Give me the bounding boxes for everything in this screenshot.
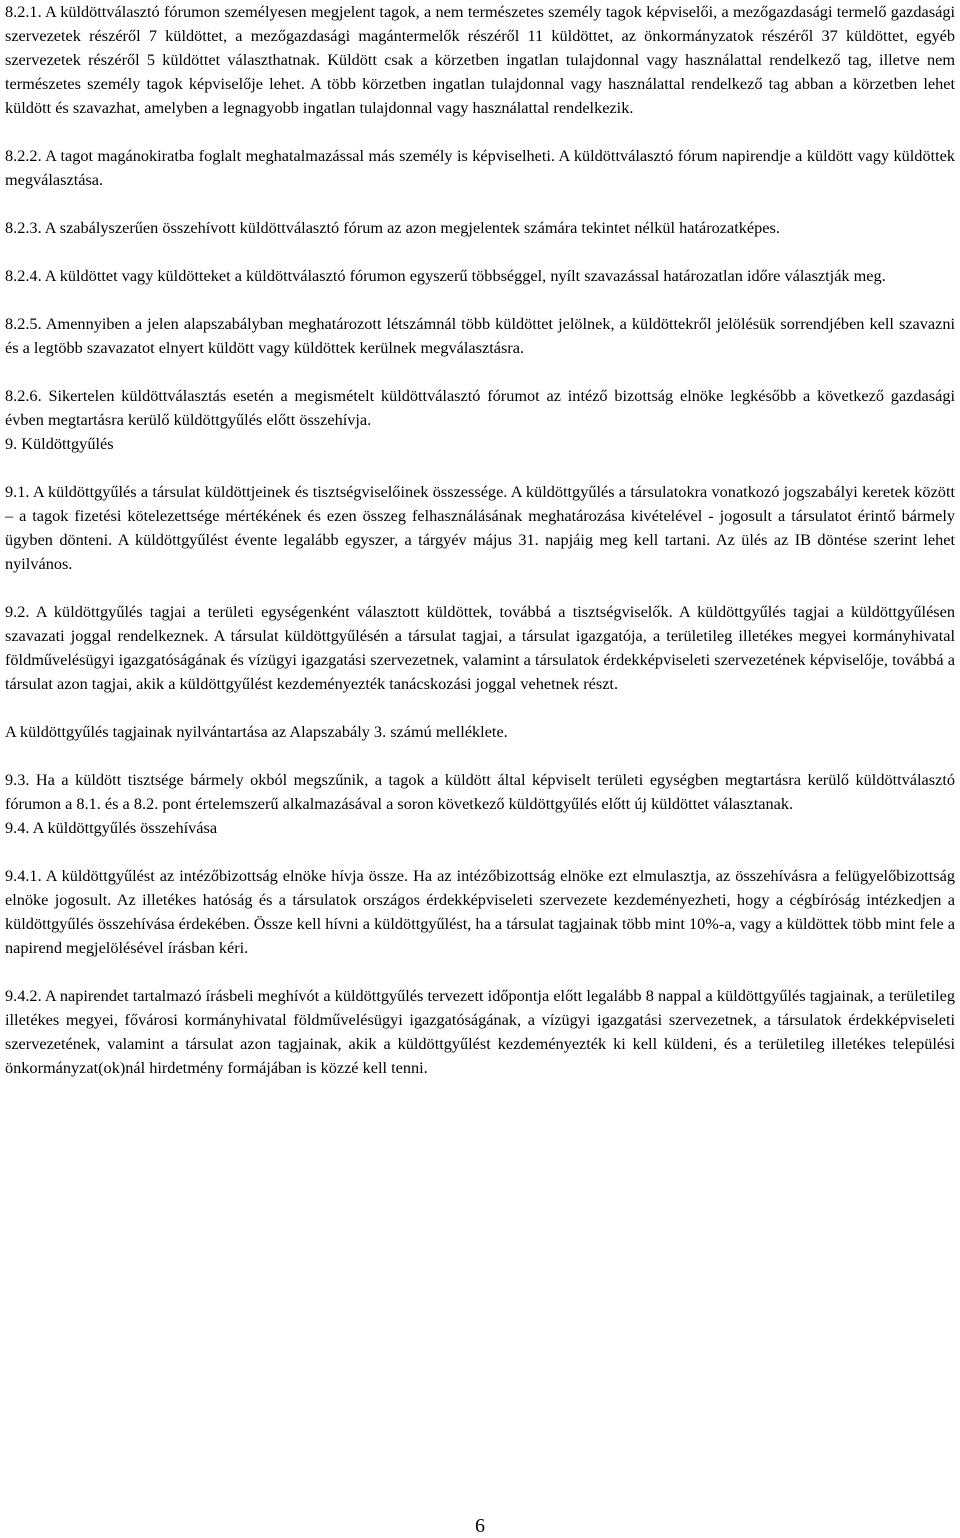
paragraph-8-2-6: 8.2.6. Sikertelen küldöttválasztás esetén a megismételt küldöttválasztó fórumot az intéző bizottság elnöke legkésőbb a következő gazdasági évben megtartásra kerülő küldöttgyűlés előtt összehívja. (5, 386, 955, 429)
paragraph-member-registry: A küldöttgyűlés tagjainak nyilvántartása az Alapszabály 3. számú melléklete. (5, 722, 508, 741)
document-page (5, 0, 955, 1080)
section-heading-9-4: 9.4. A küldöttgyűlés összehívása (5, 818, 218, 837)
paragraph-8-2-1: 8.2.1. A küldöttválasztó fórumon személyesen megjelent tagok, a nem természetes személy tagok képviselői, a mezőgazdasági termelő gazdasági szervezetek részéről 7 küldöttet, a mezőgazdasági magántermelők részéről 11 küldöttet, az önkormányzatok részéről 37 küldöttet, egyéb szervezetek részéről 5 küldöttet választhatnak. Küldött csak a körzetben ingatlan tulajdonnal vagy használattal rendelkező tag, illetve nem természetes személy tagok képviselője lehet. A több körzetben ingatlan tulajdonnal vagy használattal rendelkező tag abban a körzetben lehet küldött és szavazhat, amelyben a legnagyobb ingatlan tulajdonnal vagy használattal rendelkezik. (5, 2, 955, 117)
section-heading-9: 9. Küldöttgyűlés (5, 434, 114, 453)
paragraph-8-2-3: 8.2.3. A szabályszerűen összehívott küldöttválasztó fórum az azon megjelentek számára tekintet nélkül határozatképes. (5, 218, 780, 237)
paragraph-9-4-1: 9.4.1. A küldöttgyűlést az intézőbizottság elnöke hívja össze. Ha az intézőbizottság elnöke ezt elmulasztja, az összehívásra a felügyelőbizottság elnöke jogosult. Az illetékes hatóság és a társulatok országos érdekképviseleti szervezete kezdeményezheti, hogy a cégbíróság intézkedjen a küldöttgyűlés összehívása érdekében. Össze kell hívni a küldöttgyűlést, ha a társulat tagjainak több mint 10%-a, vagy a küldöttek több mint fele a napirend megjelölésével írásban kéri. (5, 866, 955, 957)
paragraph-8-2-4: 8.2.4. A küldöttet vagy küldötteket a küldöttválasztó fórumon egyszerű többséggel, nyílt szavazással határozatlan időre választják meg. (5, 266, 886, 285)
paragraph-8-2-5: 8.2.5. Amennyiben a jelen alapszabályban meghatározott létszámnál több küldöttet jelölnek, a küldöttekről jelölésük sorrendjében kell szavazni és a legtöbb szavazatot elnyert küldött vagy küldöttek kerülnek megválasztásra. (5, 314, 955, 357)
paragraph-9-3: 9.3. Ha a küldött tisztsége bármely okból megszűnik, a tagok a küldött által képviselt területi egységben megtartásra kerülő küldöttválasztó fórumon a 8.1. és a 8.2. pont értelemszerű alkalmazásával a soron következő küldöttgyűlés előtt új küldöttet választanak. (5, 770, 955, 813)
paragraph-9-4-2: 9.4.2. A napirendet tartalmazó írásbeli meghívót a küldöttgyűlés tervezett időpontja előtt legalább 8 nappal a küldöttgyűlés tagjainak, a területileg illetékes megyei, fővárosi kormányhivatal földművelésügyi igazgatóságának, a vízügyi igazgatási szervezetnek, a társulatok érdekképviseleti szervezetének, valamint a társulat azon tagjainak, akik a küldöttgyűlést kezdeményezték ki kell küldeni, és a területileg illetékes települési önkormányzat(ok)nál hirdetmény formájában is közzé kell tenni. (5, 986, 955, 1077)
paragraph-9-2: 9.2. A küldöttgyűlés tagjai a területi egységenként választott küldöttek, továbbá a tisztségviselők. A küldöttgyűlés tagjai a küldöttgyűlésen szavazati joggal rendelkeznek. A társulat küldöttgyűlésén a társulat tagjai, a társulat igazgatója, a területileg illetékes megyei kormányhivatal földművelésügyi igazgatóságának és vízügyi igazgatási szervezetnek, valamint a társulatok érdekképviseleti szervezetének képviselője, továbbá a társulat azon tagjai, akik a küldöttgyűlést kezdeményezték tanácskozási joggal vehetnek részt. (5, 602, 955, 693)
paragraph-9-1: 9.1. A küldöttgyűlés a társulat küldöttjeinek és tisztségviselőinek összessége. A küldöttgyűlés a társulatokra vonatkozó jogszabályi keretek között – a tagok fizetési kötelezettsége mértékének és ezen összeg felhasználásának meghatározása kivételével - jogosult a társulatot érintő bármely ügyben dönteni. A küldöttgyűlést évente legalább egyszer, a tárgyév május 31. napjáig meg kell tartani. Az ülés az IB döntése szerint lehet nyilvános. (5, 482, 955, 573)
page-number: 6 (475, 1515, 485, 1537)
paragraph-8-2-2: 8.2.2. A tagot magánokiratba foglalt meghatalmazással más személy is képviselheti. A küldöttválasztó fórum napirendje a küldött vagy küldöttek megválasztása. (5, 146, 955, 189)
